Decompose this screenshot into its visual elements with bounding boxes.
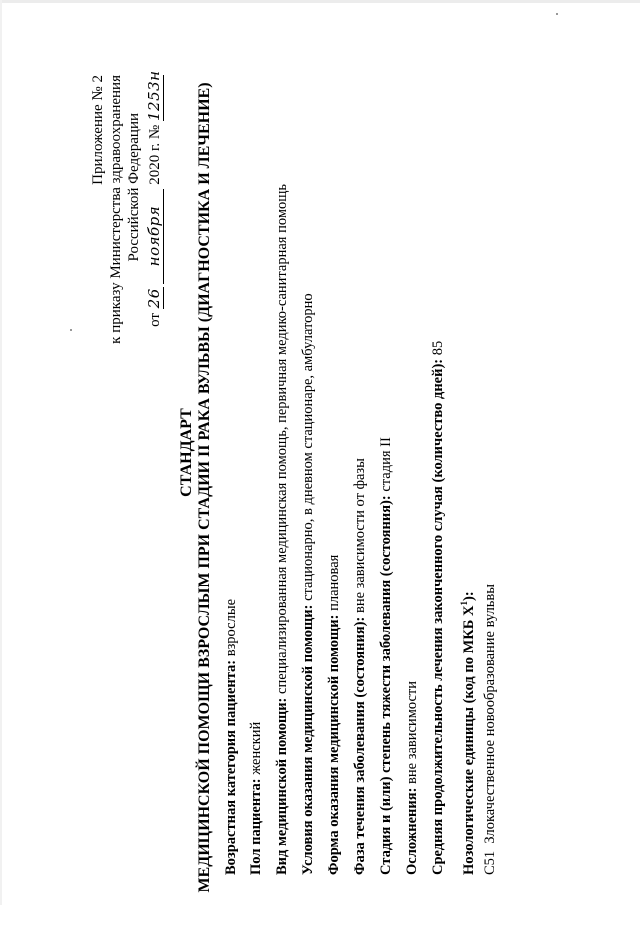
field-sex	[248, 722, 264, 875]
appendix-number: Приложение № 2	[90, 75, 106, 185]
footnote-marker: 1	[459, 601, 469, 606]
field-value: 85	[430, 340, 446, 356]
icd-code: C51	[482, 850, 498, 875]
field-label: Пол пациента:	[248, 778, 264, 875]
field-value: вне зависимости	[404, 680, 420, 784]
order-number-handwritten: 1253н	[145, 70, 163, 121]
appendix-ministry-line: Российской Федерации	[126, 113, 142, 262]
field-label: Возрастная категория пациента:	[223, 659, 239, 875]
date-year: 2020 г. №	[147, 124, 163, 185]
field-care-type	[274, 184, 290, 875]
field-value: стационарно, в дневном стационаре, амбулаторно	[300, 293, 316, 601]
nosology-label: Нозологические единицы (код по МКБ X	[460, 605, 477, 875]
field-value: женский	[248, 721, 264, 775]
field-disease-phase	[352, 458, 368, 875]
field-label: Условия оказания медицинской помощи:	[300, 604, 316, 875]
field-disease-stage	[378, 437, 394, 875]
appendix-order-line: к приказу Министерства здравоохранения	[108, 75, 124, 344]
field-label: Средняя продолжительность лечения законченного случая (количество дней):	[430, 358, 446, 875]
field-value: вне зависимости от фазы	[352, 458, 368, 614]
field-care-form	[326, 555, 342, 875]
field-complications	[404, 681, 420, 875]
document-title: СТАНДАРТ	[178, 408, 195, 497]
field-value: специализированная медицинская помощь, первичная медико-санитарная помощь	[274, 183, 290, 694]
field-care-conditions	[300, 293, 316, 875]
date-month-handwritten: ноября	[146, 189, 164, 284]
field-value: плановая	[326, 554, 342, 611]
field-treatment-duration	[430, 341, 446, 875]
appendix-date-line	[145, 70, 164, 327]
nosology-label-end: ):	[460, 591, 477, 601]
field-value: стадия II	[378, 437, 394, 492]
date-day-handwritten: 26	[145, 288, 163, 309]
icd-name: Злокачественное новообразование вульвы	[482, 583, 498, 844]
field-label: Стадия и (или) степень тяжести заболевания (состояния):	[378, 495, 394, 875]
document-subtitle: МЕДИЦИНСКОЙ ПОМОЩИ ВЗРОСЛЫМ ПРИ СТАДИИ II РАКА ВУЛЬВЫ (ДИАГНОСТИКА И ЛЕЧЕНИЕ)	[196, 82, 213, 893]
field-label: Фаза течения заболевания (состояния):	[352, 616, 368, 875]
field-label: Осложнения:	[404, 787, 420, 875]
field-label: Вид медицинской помощи:	[274, 697, 290, 875]
nosology-heading	[456, 591, 477, 875]
field-value: взрослые	[223, 598, 239, 657]
field-age-category	[223, 599, 239, 875]
nosology-entry	[482, 584, 498, 875]
field-label: Форма оказания медицинской помощи:	[326, 614, 342, 875]
date-prefix: от	[147, 313, 163, 327]
